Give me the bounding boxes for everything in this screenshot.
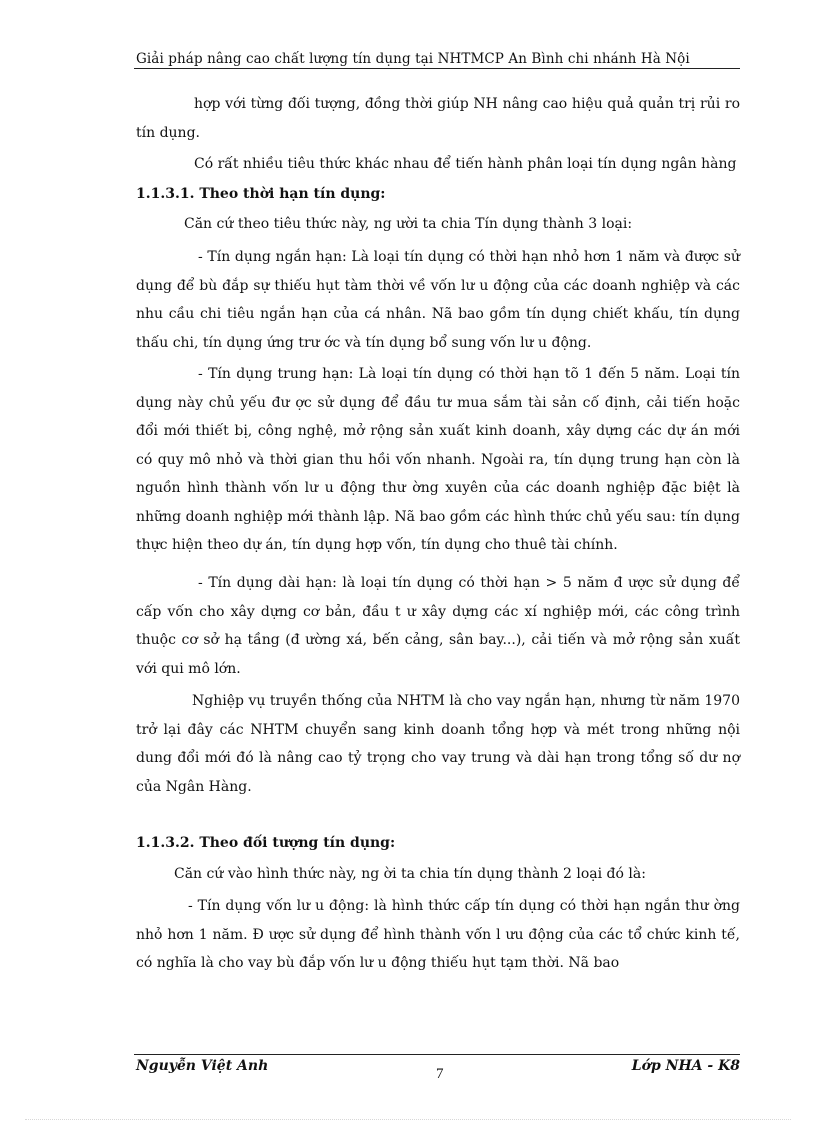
footer-divider — [134, 1054, 740, 1055]
paragraph-continued: hợp với từng đối tượng, đồng thời giúp NH nâng cao hiệu quả quản trị rủi ro tín dụng. — [136, 96, 740, 141]
paragraph-working-capital: - Tín dụng vốn lư u động: là hình thức cấp tín dụng có thời hạn ngắn thư ờng nhỏ hơn 1 năm. Đ ược sử dụng để hình thành vốn l ưu động của các tổ chức kinh tế, có nghĩa là cho vay bù đắp vốn lư u động thiếu hụt tạm thời. Nã bao — [136, 898, 740, 971]
section-heading-1: 1.1.3.1. Theo thời hạn tín dụng: — [136, 186, 386, 202]
header-title: Giải pháp nâng cao chất lượng tín dụng tại NHTMCP An Bình chi nhánh Hà Nội — [136, 51, 690, 67]
page-bottom-border — [25, 1119, 791, 1120]
footer-author: Nguyễn Việt Anh — [136, 1058, 269, 1074]
paragraph-basis-1: Căn cứ theo tiêu thức này, ng ười ta chia Tín dụng thành 3 loại: — [184, 216, 633, 232]
page-number: 7 — [436, 1066, 444, 1082]
paragraph-short-term: - Tín dụng ngắn hạn: Là loại tín dụng có thời hạn nhỏ hơn 1 năm và được sử dụng để bù đắp sự thiếu hụt tàm thời về vốn lư u động của các doanh nghiệp và các nhu cầu chi tiêu ngắn hạn của cá nhân. Nã bao gồm tín dụng chiết khấu, tín dụng thấu chi, tín dụng ứng trư ớc và tín dụng bổ sung vốn lư u động. — [136, 249, 740, 351]
paragraph-long-term: - Tín dụng dài hạn: là loại tín dụng có thời hạn > 5 năm đ ược sử dụng để cấp vốn cho xây dựng cơ bản, đầu t ư xây dựng các xí nghiệp mới, các công trình thuộc cơ sở hạ tầng (đ ường xá, bến cảng, sân bay...), cải tiến và mở rộng sản xuất với qui mô lớn. — [136, 575, 740, 677]
footer-class: Lớp NHA - K8 — [631, 1058, 740, 1074]
section-heading-2: 1.1.3.2. Theo đối tượng tín dụng: — [136, 835, 396, 851]
paragraph-intro: Có rất nhiều tiêu thức khác nhau để tiến hành phân loại tín dụng ngân hàng — [194, 156, 737, 172]
header-divider — [134, 68, 740, 69]
paragraph-tradition: Nghiệp vụ truyền thống của NHTM là cho vay ngắn hạn, nhưng từ năm 1970 trở lại đây các NHTM chuyển sang kinh doanh tổng hợp và mét trong những nội dung đổi mới đó là nâng cao tỷ trọng cho vay trung và dài hạn trong tổng số dư nợ của Ngân Hàng. — [136, 693, 740, 795]
paragraph-medium-term: - Tín dụng trung hạn: Là loại tín dụng có thời hạn tõ 1 đến 5 năm. Loại tín dụng này chủ yếu đư ợc sử dụng để đầu tư mua sắm tài sản cố định, cải tiến hoặc đổi mới thiết bị, công nghệ, mở rộng sản xuất kinh doanh, xây dựng các dự án mới có quy mô nhỏ và thời gian thu hồi vốn nhanh. Ngoài ra, tín dụng trung hạn còn là nguồn hình thành vốn lư u động thư ờng xuyên của các doanh nghiệp đặc biệt là những doanh nghiệp mới thành lập. Nã bao gồm các hình thức chủ yếu sau: tín dụng thực hiện theo dự án, tín dụng hợp vốn, tín dụng cho thuê tài chính. — [136, 366, 740, 553]
paragraph-basis-2: Căn cứ vào hình thức này, ng ời ta chia tín dụng thành 2 loại đó là: — [174, 866, 646, 882]
